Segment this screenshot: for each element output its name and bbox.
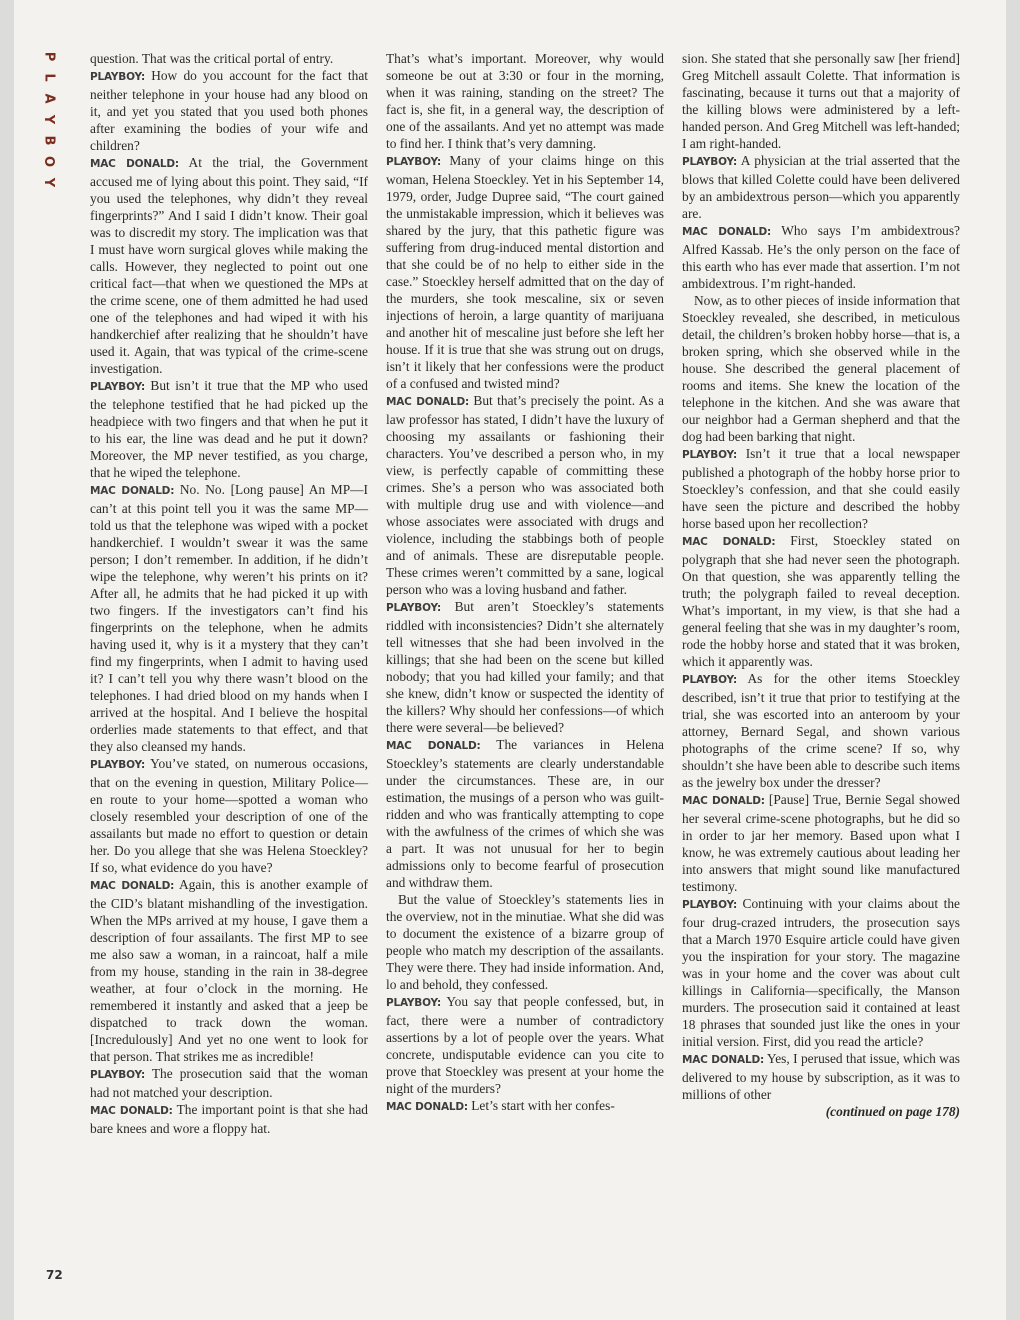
speaker-label: PLAYBOY: <box>386 997 441 1009</box>
answer-paragraph <box>682 791 960 895</box>
answer-paragraph <box>90 154 368 377</box>
paragraph-text: Who says I’m ambidextrous? Alfred Kassab. He’s the only person on the face of this earth who has ever made that assertion. I’m not ambidextrous. I’m right-handed. <box>682 223 960 291</box>
paragraph-text: [Pause] True, Bernie Segal showed her several crime-scene photographs, but he did so in order to jar her memory. Based upon what I know, he was extremely cautious about leading her into answers that might sound like manufactured testimony. <box>682 792 960 894</box>
speaker-label: MAC DONALD: <box>682 795 765 807</box>
paragraph-text: But isn’t it true that the MP who used the telephone testified that he had picked up the headpiece with two fingers and that when he put it to his ear, the line was dead and he put it down? Moreover, the MP never testified, as you charge, that he wiped the telephone. <box>90 378 368 480</box>
paragraph-text: A physician at the trial asserted that the blows that killed Colette could have been delivered by an ambidextrous person—which you apparently are. <box>682 153 960 221</box>
paragraph-text: Many of your claims hinge on this woman, Helena Stoeckley. Yet in his September 14, 1979, order, Judge Dupree said, “The court gained the unmistakable impression, which it believes was shared by the jury, that this pathetic figure was suffering from drug-induced mental distortion and that she could be of no help to either side in the case.” Stoeckley herself admitted that on the day of the murders, she took mescaline, six or seven injections of heroin, a large quantity of marijuana and another hit of mescaline just before she left her house. If it is true that she was strung out on drugs, isn’t it likely that her confessions were the product of a confused and twisted mind? <box>386 153 664 391</box>
interviewer-paragraph <box>90 755 368 876</box>
speaker-label: MAC DONALD: <box>90 485 175 497</box>
speaker-label: PLAYBOY: <box>682 449 737 461</box>
answer-paragraph <box>90 1101 368 1137</box>
paragraph-text: Again, this is another example of the CID’s blatant mishandling of the investigation. When the MPs arrived at my house, I gave them a description of four assailants. The first MP to see me also saw a woman, in a raincoat, half a mile from my house, standing in the rain in 38-degree weather, at four o’clock in the morning. He remembered it instantly and asked that a jeep be dispatched to track down the woman. [Incredulously] And yet no one went to look for that person. That strikes me as incredible! <box>90 877 368 1064</box>
answer-paragraph <box>682 222 960 292</box>
continued-note: (continued on page 178) <box>825 1104 960 1119</box>
magazine-name-letter: Y <box>41 177 57 188</box>
speaker-label: MAC DONALD: <box>682 1054 764 1066</box>
interviewer-paragraph <box>682 152 960 222</box>
speaker-label: MAC DONALD: <box>90 1105 173 1117</box>
paragraph-text: At the trial, the Government accused me of lying about this point. They said, “If you used the telephones, why didn’t they reveal fingerprints?” And I said I didn’t know. Their goal was to discredit my story. The implication was that I must have worn surgical gloves while making the calls. However, they neglected to point out one critical fact—that when we questioned the MPs at the crime scene, one of them admitted he had used one of the telephones and had wiped it with his handkerchief after realizing that he shouldn’t have used it. Again, that was typical of the crime-scene investigation. <box>90 155 368 376</box>
speaker-label: PLAYBOY: <box>682 899 737 911</box>
paragraph-text: Isn’t it true that a local newspaper published a photograph of the hobby horse prior to Stoeckley’s confession, and that she could easily have seen the picture and described the hobby horse based upon her recollection? <box>682 446 960 531</box>
speaker-label: PLAYBOY: <box>90 71 145 83</box>
speaker-label: MAC DONALD: <box>682 536 776 548</box>
paragraph-text: The important point is that she had bare knees and wore a floppy hat. <box>90 1102 368 1136</box>
speaker-label: MAC DONALD: <box>90 158 179 170</box>
answer-paragraph <box>90 481 368 755</box>
page-number: 72 <box>46 1268 63 1282</box>
interviewer-paragraph <box>90 377 368 481</box>
interviewer-paragraph <box>90 67 368 154</box>
paragraph-text: The prosecution said that the woman had not matched your description. <box>90 1066 368 1100</box>
answer-paragraph <box>386 1097 664 1116</box>
paragraph-text: Continuing with your claims about the four drug-crazed intruders, the prosecution says that a March 1970 Esquire article could have given you the inspiration for your story. The magazine was in your home and the cover was about cult killings in California—specifically, the Manson murders. The prosecution said it contained at least 18 phrases that sounded just like the ones in your initial version. First, did you read the article? <box>682 896 960 1049</box>
text-column-3 <box>682 50 960 1120</box>
speaker-label: MAC DONALD: <box>90 880 175 892</box>
paragraph-text: Yes, I perused that issue, which was delivered to my house by subscription, as it was to millions of other <box>682 1051 960 1102</box>
paragraph-text: No. No. [Long pause] An MP—I can’t at this point tell you it was the same MP—told us that the telephone was wiped with a pocket handkerchief. I wouldn’t swear it was the same person; I don’t remember. In addition, if he didn’t wipe the telephone, why weren’t his prints on it? After all, he admits that he had picked it up with two fingers. If the investigators can’t find his fingerprints on the telephone, when he admits having used it, why is it a mystery that they can’t find my fingerprints, when I admit to having used it? I can’t tell you why there wasn’t blood on the telephones. I had dried blood on my hands when I arrived at the hospital. And I believe the hospital orderlies made statements to that effect, and that they also cleansed my hands. <box>90 482 368 754</box>
paragraph-text: You’ve stated, on numerous occasions, that on the evening in question, Military Police—en route to your home—spotted a woman who closely resembled your description of one of the assailants but made no effort to question or detain her. Do you allege that she was Helena Stoeckley? If so, what evidence do you have? <box>90 756 368 875</box>
paragraph: Now, as to other pieces of inside information that Stoeckley revealed, she described, in meticulous detail, the children’s broken hobby horse—that is, a broken spring, which she observed while in the house. She described the general placement of rooms and items. She knew the location of the telephone in the kitchen. And she was aware that our neighbor had a German shepherd and that the dog had been barking that night. <box>682 293 960 444</box>
interviewer-paragraph <box>386 152 664 392</box>
interviewer-paragraph <box>682 445 960 532</box>
interviewer-paragraph <box>386 993 664 1097</box>
magazine-name-letter: L <box>41 73 57 82</box>
text-column-2 <box>386 50 664 1116</box>
magazine-name-vertical <box>40 48 58 191</box>
answer-paragraph <box>386 736 664 891</box>
speaker-label: MAC DONALD: <box>386 396 469 408</box>
interviewer-paragraph <box>90 1065 368 1101</box>
paragraph-text: First, Stoeckley stated on polygraph that she had never seen the photograph. On that question, she was apparently telling the truth; the polygraph failed to reveal deception. What’s important, in my view, is that she had a general feeling that she was in my daughter’s room, rode the hobby horse and stated that it was broken, which it apparently was. <box>682 533 960 669</box>
interviewer-paragraph <box>682 670 960 791</box>
speaker-label: PLAYBOY: <box>90 759 145 771</box>
speaker-label: MAC DONALD: <box>682 226 772 238</box>
paragraph-text: As for the other items Stoeckley described, isn’t it true that prior to testifying at the trial, she was escorted into an anteroom by your attorney, Bernard Segal, and shown various photographs of the crime scene? If so, why shouldn’t she have been able to describe such items as the jewelry box under the dresser? <box>682 671 960 790</box>
answer-paragraph <box>682 1050 960 1103</box>
answer-paragraph <box>90 876 368 1065</box>
paragraph: question. That was the critical portal of entry. <box>90 51 334 66</box>
speaker-label: PLAYBOY: <box>386 156 441 168</box>
text-column-1 <box>90 50 368 1137</box>
magazine-name-letter: Y <box>41 114 57 125</box>
answer-paragraph <box>386 392 664 598</box>
speaker-label: PLAYBOY: <box>386 602 441 614</box>
speaker-label: PLAYBOY: <box>90 1069 145 1081</box>
speaker-label: MAC DONALD: <box>386 1101 468 1113</box>
paragraph-text: How do you account for the fact that neither telephone in your house had any blood on it, and yet you stated that you used both phones after examining the bodies of your wife and children? <box>90 68 368 153</box>
paragraph-text: But aren’t Stoeckley’s statements riddled with inconsistencies? Didn’t she alternately tell witnesses that she had been involved in the killings; that she had been on the scene but killed nobody; that you had killed your family; and that she knew, didn’t know or suspected the identity of the killers? Why should her confessions—of which there were several—be believed? <box>386 599 664 735</box>
magazine-page <box>14 0 1006 1320</box>
paragraph: That’s what’s important. Moreover, why would someone be out at 3:30 or four in the morning, when it was raining, standing on the street? The fact is, she fit, in a general way, the description of one of the assailants. And yet no attempt was made to find her. I think that’s very damning. <box>386 51 664 151</box>
answer-paragraph <box>682 532 960 670</box>
paragraph-text: The variances in Helena Stoeckley’s statements are clearly understandable under the circumstances. These are, in our estimation, the musings of a person who was guilt-ridden and who was frantically attempting to cope with the awfulness of the crimes of which she was a part. It was not unusual for her to begin admissions only to become fearful of prosecution and withdraw them. <box>386 737 664 890</box>
paragraph: sion. She stated that she personally saw [her friend] Greg Mitchell assault Colette. That information is fascinating, because it turns out that a majority of the killing blows were administered by a left-handed person. And Greg Mitchell was left-handed; I am right-handed. <box>682 51 960 151</box>
paragraph-text: Let’s start with her confes- <box>467 1098 615 1113</box>
paragraph-text: But that’s precisely the point. As a law professor has stated, I didn’t have the luxury of choosing my assailants or fashioning their characters. You’ve described a person who, in my view, is perfectly capable of committing these crimes. She’s a person who was associated both with multiple drug use and with violence—and whose associates were associated with drugs and violence, including the stabbings both of people and of animals. These are disreputable people. These crimes weren’t committed by a sane, logical person who was a loving husband and father. <box>386 393 664 597</box>
magazine-name-letter: P <box>41 51 57 62</box>
interviewer-paragraph <box>682 895 960 1050</box>
speaker-label: PLAYBOY: <box>682 674 737 686</box>
speaker-label: MAC DONALD: <box>386 740 481 752</box>
magazine-name-letter: O <box>41 155 57 168</box>
paragraph: But the value of Stoeckley’s statements lies in the overview, not in the minutiae. What she did was to document the existence of a bizarre group of people who match my description of the assailants. They were there. They had inside information. And, lo and behold, they confessed. <box>386 892 664 992</box>
paragraph-text: You say that people confessed, but, in fact, there were a number of contradictory assertions by a lot of people over the years. What concrete, undisputable evidence can you cite to prove that Stoeckley was present at your home the night of the murders? <box>386 994 664 1096</box>
speaker-label: PLAYBOY: <box>682 156 737 168</box>
magazine-name-letter: A <box>41 93 57 104</box>
interviewer-paragraph <box>386 598 664 736</box>
magazine-name-letter: B <box>41 135 57 146</box>
speaker-label: PLAYBOY: <box>90 381 145 393</box>
